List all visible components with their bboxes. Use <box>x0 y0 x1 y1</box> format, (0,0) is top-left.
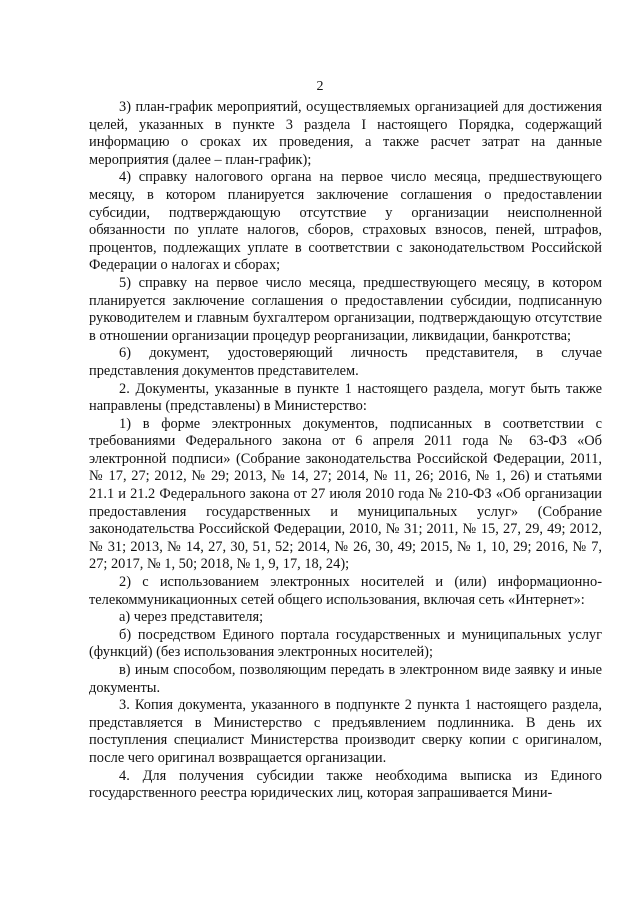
paragraph-via-portal: б) посредством Единого портала государственных и муниципальных услуг (функций) (без использования электронных носителей); <box>89 626 602 661</box>
paragraph-identity-document: 6) документ, удостоверяющий личность представителя, в случае представления документов представителем. <box>89 345 602 379</box>
paragraph-electronic-documents: 1) в форме электронных документов, подписанных в соответствии с требованиями Федерального закона от 6 апреля 2011 года № 63-ФЗ «Об электронной подписи» (Собрание законодательства Российской Федерации, 2011, № 17, 27; 2012, № 29; 2013, № 14, 27; 2014, № 11, 26; 2016, № 1, 26) и статьями 21.1 и 21.2 Федерального закона от 27 июля 2010 года № 210-ФЗ «Об организации предоставления государственных и муниципальных услуг» (Собрание законодательства Российской Федерации, 2010, № 31; 2011, № 15, 27, 29, 49; 2012, № 31; 2013, № 14, 27, 30, 51, 52; 2014, № 26, 30, 49; 2015, № 1, 10, 29; 2016, № 7, 27; 2017, № 1, 50; 2018, № 1, 9, 17, 18, 24); <box>89 415 602 573</box>
paragraph-tax-certificate: 4) справку налогового органа на первое число месяца, предшествующего месяцу, в котором планируется заключение соглашения о предоставлении субсидии, подтверждающую отсутствие у организации неисполненной обязанности по уплате налогов, сборов, страховых взносов, пеней, штрафов, процентов, подлежащих уплате в соответствии с законодательством Российской Федерации о налогах и сборах; <box>89 169 602 274</box>
paragraph-via-representative: а) через представителя; <box>119 609 264 626</box>
paragraph-reorganization-certificate: 5) справку на первое число месяца, предшествующего месяцу, в котором планируется заключение соглашения о предоставлении субсидии, подписанную руководителем и главным бухгалтером организации, подтверждающую отсутствие в отношении организации процедур реорганизации, ликвидации, банкротства; <box>89 274 602 344</box>
page-number: 2 <box>316 79 324 94</box>
document-body <box>89 99 602 803</box>
paragraph-section-4: 4. Для получения субсидии также необходима выписка из Единого государственного реестра юридических лиц, которая запрашивается Мини- <box>89 767 602 802</box>
paragraph-plan-schedule: 3) план-график мероприятий, осуществляемых организацией для достижения целей, указанных в пункте 3 раздела I настоящего Порядка, содержащий информацию о сроках их проведения, а также расчет затрат на данные мероприятия (далее – план-график); <box>89 99 602 168</box>
paragraph-other-method: в) иным способом, позволяющим передать в электронном виде заявку и иные документы. <box>89 662 602 696</box>
paragraph-section-3: 3. Копия документа, указанного в подпункте 2 пункта 1 настоящего раздела, представляется в Министерство с предъявлением подлинника. В день их поступления специалист Министерства производит сверку копии с оригиналом, после чего оригинал возвращается организации. <box>89 697 602 766</box>
paragraph-electronic-media: 2) с использованием электронных носителей и (или) информационно-телекоммуникационных сетей общего использования, включая сеть «Интернет»: <box>89 574 602 608</box>
paragraph-section-2: 2. Документы, указанные в пункте 1 настоящего раздела, могут быть также направлены (представлены) в Министерство: <box>89 380 602 415</box>
